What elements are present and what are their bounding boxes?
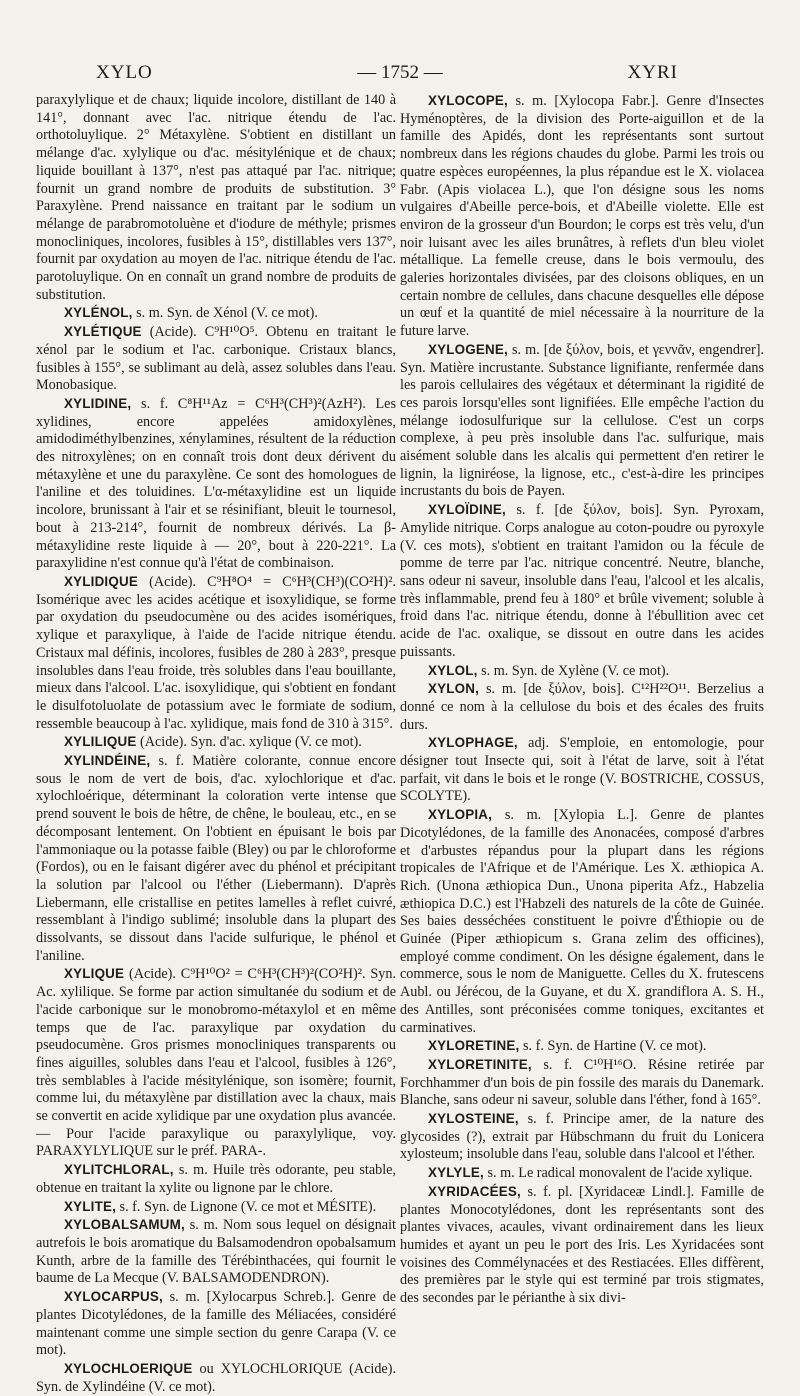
entry-headword: XYLITCHLORAL, — [64, 1162, 174, 1178]
entry-text: (Acide). C⁹H¹⁰O⁵. Obtenu en traitant le xénol par le sodium et l'ac. carbonique. Cristaux blancs, fusibles à 155°, se sublimant au delà, assez solubles dans l'eau. Monobasique. — [36, 324, 396, 394]
entry-headword: XYLYLE, — [428, 1165, 484, 1181]
entry-headword: XYLOPHAGE, — [428, 735, 518, 751]
entry-headword: XYLON, — [428, 681, 480, 697]
header-right-guide-word: XYRI — [627, 62, 678, 83]
dictionary-entry — [36, 323, 396, 395]
entry-text: s. f. Syn. de Lignone (V. ce mot et MÉSITE). — [116, 1198, 377, 1215]
entry-text: s. f. C⁸H¹¹Az = C⁶H³(CH³)²(AzH²). Les xylidines, encore appelées amidoxylènes, amidodiméthylbenzines, xénylamines, résultent de la réduction des nitroxylènes; on en connaît trois dont deux dérivent du métaxylène et une du paraxylène. Ce sont des homologues de l'aniline et des toluidines. L'α-métaxylidine est un liquide incolore, brunissant à l'air et se résinifiant, bleuit le tournesol, bout à 213-214°, fournit de nombreux dérivés. La β-métaxylidine reste liquide à — 20°, bout à 220-221°. La paraxylidine n'est connue qu'à l'état de combinaison. — [36, 395, 396, 572]
entry-text: s. m. [de ξύλον, bois]. C¹²H²²O¹¹. Berzelius a donné ce nom à la cellulose du bois et des écales des fruits durs. — [400, 681, 764, 733]
entry-headword: XYLOL, — [428, 662, 478, 678]
dictionary-entry — [36, 1216, 396, 1288]
dictionary-entry — [400, 501, 764, 661]
entry-headword: XYLOSTEINE, — [428, 1111, 519, 1127]
entry-headword: XYLOCARPUS, — [64, 1289, 163, 1305]
right-column — [400, 92, 764, 1307]
dictionary-entry — [36, 395, 396, 573]
entry-text: s. m. [Xylopia L.]. Genre de plantes Dicotylédones, de la famille des Anonacées, composé d'arbres et d'arbustes répandus pour la plupart dans les régions tropicales de l'Afrique et de l'Amérique. Les X. æthiopica A. Rich. (Unona æthiopica Dun., Unona piperita Afz., Habzelia æthiopica D.C.) est l'Habzeli des naturels de la côte de Guinée. Ses baies desséchées constituent le poivre d'Éthiopie ou de Guinée (Piper æthiopicum s. Grana zelim des officines), employé comme condiment. On les désigne également, dans le commerce, sous le nom de Maniguette. Celles du X. frutescens Aubl. ou Jérécou, de la Guyane, et du X. grandiflora A. S. H., des Antilles, sont préconisées comme toniques, excitantes et carminatives. — [400, 807, 764, 1036]
entry-headword: XYLIDINE, — [64, 395, 132, 411]
dictionary-entry — [400, 806, 764, 1037]
dictionary-entry — [36, 304, 396, 323]
entry-text: s. m. Syn. de Xénol (V. ce mot). — [132, 305, 318, 322]
dictionary-entry — [400, 662, 764, 681]
entry-headword: XYLOPIA, — [428, 807, 493, 823]
entry-headword: XYLITE, — [64, 1198, 116, 1214]
page-number: — 1752 — — [357, 62, 443, 83]
entry-text: s. m. Le radical monovalent de l'acide xylique. — [483, 1165, 753, 1182]
dictionary-entry — [400, 1110, 764, 1164]
left-column — [36, 92, 396, 1395]
entry-text: s. f. Principe amer, de la nature des glycosides (?), extrait par Hübschmann du fruit du Lonicera xylosteum; insoluble dans l'eau, soluble dans l'alcool et l'éther. — [400, 1111, 764, 1163]
dictionary-entry — [36, 92, 396, 304]
entry-headword: XYLORETINE, — [428, 1038, 520, 1054]
entry-text: (Acide). C⁹H¹⁰O² = C⁶H³(CH³)²(CO²H)². Syn. Ac. xylilique. Se forme par action simultanée du sodium et de l'acide carbonique sur le monobromo-métaxylol et en même temps que de l'ac. paraxylique par oxydation du pseudocumène. Gros prismes monocliniques transparents ou fines aiguilles, solubles dans l'eau et l'alcool, fusibles à 126°, très semblables à l'acide mésitylénique, son isomère; fournit, comme lui, du métaxylène par distillation avec la chaux, mais se convertit en acide xylidique par une oxydation plus avancée. — Pour l'acide paraxylique ou paraxylylique, voy. PARAXYLYLIQUE sur le préf. PARA-. — [36, 966, 396, 1160]
entry-text: ou XYLOCHLORIQUE (Acide). Syn. de Xylindéine (V. ce mot). — [36, 1360, 396, 1395]
entry-text: s. m. Huile très odorante, peu stable, obtenue en traitant la xylite ou lignone par le chlore. — [36, 1162, 396, 1196]
entry-text: s. m. [de ξύλον, bois, et γεννᾶν, engendrer]. Syn. Matière incrustante. Substance lignifiante, renfermée dans les parois cellulaires des végétaux et déterminant la rigidité de ces parois lorsqu'elles sont lignifiées. Elle empêche l'action du mélange iodosulfurique sur la cellulose. C'est un corps complexe, à peu près insoluble dans l'ac. sulfurique, mais aisément soluble dans les alcalis qui permettent d'en retirer le lignin, la ligniréose, la lignose, etc., c'est-à-dire les principes incrustants du bois de Payen. — [400, 341, 764, 500]
entry-text: s. m. Syn. de Xylène (V. ce mot). — [477, 662, 670, 679]
entry-text: adj. S'emploie, en entomologie, pour désigner tout Insecte qui, soit à l'état de larve, soit à l'état parfait, vit dans le bois et le ronge (V. BOSTRICHE, COSSUS, SCOLYTE). — [400, 735, 764, 805]
entry-headword: XYLÉTIQUE — [64, 324, 142, 340]
dictionary-entry — [400, 1037, 764, 1056]
entry-text: (Acide). C⁹H⁸O⁴ = C⁶H³(CH³)(CO²H)². Isomérique avec les acides acétique et isoxylidique, se forme par oxydation du pseudocumène ou des acides isomériques, xylique et paraxylique, à l'aide de l'acide nitrique étendu. Cristaux mal définis, incolores, fusibles de 280 à 283°, presque insolubles dans l'eau froide, très solubles dans l'eau bouillante, mieux dans l'alcool. L'ac. isoxylidique, qui s'obtient en fondant le disulfotoluolate de potassium avec le formiate de sodium, ressemble beaucoup à l'ac. xylidique, mais fond de 310 à 315°. — [36, 573, 396, 732]
dictionary-entry — [400, 680, 764, 734]
dictionary-entry — [400, 92, 764, 341]
dictionary-entry — [36, 1360, 396, 1396]
dictionary-entry — [400, 1056, 764, 1110]
entry-text: s. f. C¹⁰H¹⁶O. Résine retirée par Forchhammer d'un bois de pin fossile des marais du Danemark. Blanche, sans odeur ni saveur, soluble dans l'éther, fond à 165°. — [400, 1056, 764, 1109]
entry-text: s. m. [Xylocopa Fabr.]. Genre d'Insectes Hyménoptères, de la division des Porte-aiguillon et de la famille des Apidés, dont les représentants sont surtout nombreux dans les régions chaudes du globe. Parmi les trois ou quatre espèces européennes, la plus répandue est le X. violacea Fabr. (Apis violacea L.), que l'on désigne sous les noms vulgaires d'Abeille perce-bois, et d'Abeille violette. Elle est environ de la grosseur d'un Bourdon; le corps est très velu, d'un noir luisant avec les ailes brunâtres, à reflets d'un bleu violet métallique. La femelle creuse, dans le bois vermoulu, des galeries horizontales divisées, par des cloisons obliques, en un certain nombre de cellules, dans chacune desquelles elle dépose un œuf et la quantité de miel nécessaire à la nourriture de la future larve. — [400, 93, 764, 340]
entry-headword: XYLOGENE, — [428, 341, 508, 357]
entry-text: s. f. Matière colorante, connue encore sous le nom de vert de bois, d'ac. xylochlorique et d'ac. xylochloérique, déterminant la coloration verte intense que prend souvent le bois de hêtre, de chêne, le bouleau, etc., en se décomposant lentement. On l'obtient en épuisant le bois par l'ammoniaque ou la potasse faible (Bley) ou par le chloroforme (Fordos), ou en le faisant digérer avec du phénol et précipitant la solution par l'alcool ou l'éther (Liebermann). D'après Liebermann, elle cristallise en petites lamelles à reflet cuivré, ressemblant à l'indigo sublimé; insoluble dans la plupart des dissolvants, se dissout dans l'acide sulfurique, le phénol et l'aniline. — [36, 753, 396, 964]
entry-headword: XYLÉNOL, — [64, 305, 133, 321]
entry-headword: XYLOCHLOERIQUE — [64, 1360, 193, 1376]
entry-headword: XYLINDÉINE, — [64, 753, 151, 769]
entry-headword: XYLOCOPE, — [428, 93, 508, 108]
entry-text: s. m. [Xylocarpus Schreb.]. Genre de plantes Dicotylédones, de la famille des Méliacées, considéré maintenant comme une simple section du genre Carapa (V. ce mot). — [36, 1289, 396, 1359]
entry-text: s. m. Nom sous lequel on désignait autrefois le bois aromatique du Balsamodendron opobalsamum Kunth, arbre de la famille des Térébinthacées, qui fournit le baume de La Mecque (V. BALSAMODENDRON). — [36, 1217, 396, 1287]
entry-headword: XYRIDACÉES, — [428, 1183, 521, 1199]
dictionary-entry — [36, 752, 396, 965]
entry-text: s. f. [de ξύλον, bois]. Syn. Pyroxam, Amylide nitrique. Corps analogue au coton-poudre ou pyroxyle (V. ces mots), s'obtient en traitant l'amidon ou la fécule de pomme de terre par l'ac. nitrique concentré. Neutre, blanche, sans odeur ni saveur, insoluble dans l'eau, l'alcool et les alcalis, très inflammable, prend feu à 180° et brûle vivement; soluble à froid dans l'ac. nitrique étendu, donne à l'ébullition avec cet acide de l'ac. oxalique, se dissout en outre dans les acides puissants. — [400, 502, 764, 660]
entry-headword: XYLOBALSAMUM, — [64, 1217, 185, 1233]
dictionary-entry — [36, 1161, 396, 1197]
entry-headword: XYLOÏDINE, — [428, 502, 506, 518]
entry-headword: XYLILIQUE — [64, 734, 137, 750]
dictionary-entry — [36, 1288, 396, 1360]
dictionary-entry — [400, 734, 764, 806]
dictionary-entry — [36, 1198, 396, 1217]
entry-headword: XYLORETINITE, — [428, 1056, 532, 1072]
entry-headword: XYLIDIQUE — [64, 573, 138, 589]
dictionary-entry — [36, 733, 396, 752]
dictionary-entry — [400, 1183, 764, 1308]
dictionary-entry — [36, 965, 396, 1161]
entry-headword: XYLIQUE — [64, 966, 125, 982]
dictionary-entry — [400, 1164, 764, 1183]
dictionary-entry — [36, 573, 396, 733]
entry-text: paraxylylique et de chaux; liquide incolore, distillant de 140 à 141°, donnant avec l'ac. nitrique étendu de l'ac. orthotoluylique. 2° Métaxylène. S'obtient en distillant un mélange d'ac. xylylique ou d'ac. mésitylénique et de chaux; liquide bouillant à 137°, n'est pas attaqué par l'ac. nitrique; fournit un grand nombre de produits de substitution. 3° Paraxylène. Prend naissance en traitant par le sodium un mélange de parabromotoluène et d'iodure de méthyle; prismes monocliniques, incolores, fusibles à 15°, distillables vers 137°, fournit par oxydation au moyen de l'ac. nitrique étendu de l'ac. parotoluylique. On en connaît un grand nombre de produits de substitution. — [36, 92, 396, 303]
entry-text: s. f. pl. [Xyridaceæ Lindl.]. Famille de plantes Monocotylédones, dont les représentants sont des plantes vivaces, acaules, vivant ordinairement dans les lieux humides et ayant un peu le port des Iris. Les Xyridacées sont voisines des Commélynacées et des Restiacées. Elles diffèrent, des premières par le style qui est terminé par trois stigmates, des secondes par le périanthe à six divi- — [400, 1183, 764, 1307]
dictionary-entry — [400, 341, 764, 501]
entry-text: (Acide). Syn. d'ac. xylique (V. ce mot). — [136, 734, 362, 751]
page-header — [36, 60, 764, 86]
header-left-guide-word: XYLO — [96, 62, 153, 83]
entry-text: s. f. Syn. de Hartine (V. ce mot). — [519, 1038, 707, 1055]
